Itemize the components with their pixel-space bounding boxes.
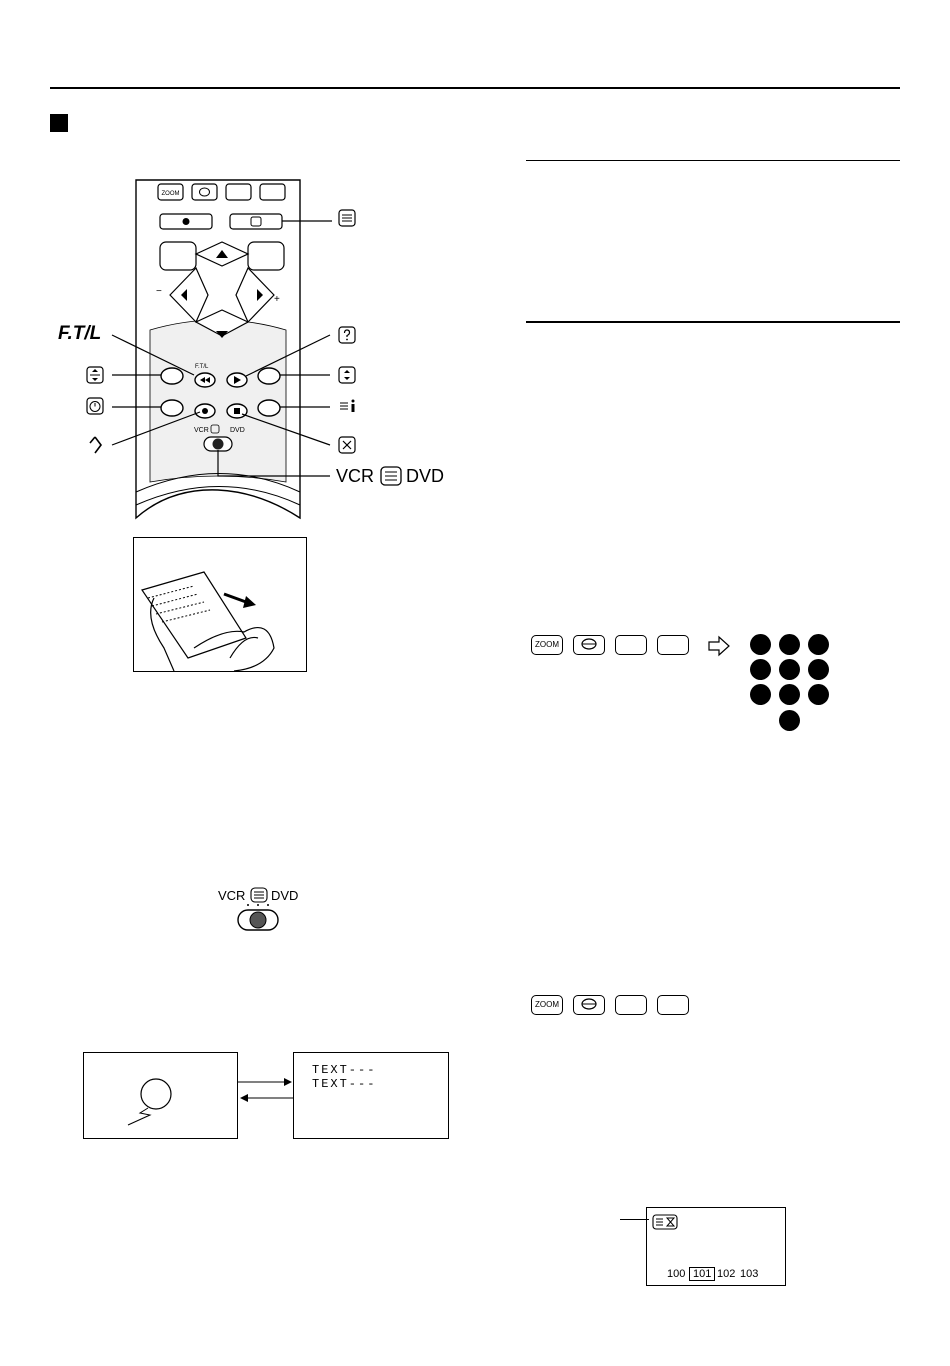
size-icon bbox=[338, 366, 356, 384]
remote-switch-vcr: VCR bbox=[194, 427, 209, 434]
number-key-9 bbox=[808, 684, 829, 705]
switch-figure-dvd: DVD bbox=[271, 888, 299, 903]
hand-illustration-frame bbox=[133, 537, 307, 672]
wide-key bbox=[573, 635, 605, 655]
switch-figure-vcr: VCR bbox=[218, 888, 246, 903]
teletext-line-1: TEXT--- bbox=[312, 1063, 377, 1077]
page-number-103: 103 bbox=[740, 1268, 759, 1280]
tv-picture-icon bbox=[84, 1053, 237, 1138]
hand-holding-remote-illustration bbox=[134, 538, 306, 671]
blank-key-4 bbox=[657, 995, 689, 1015]
reveal-icon bbox=[86, 435, 104, 455]
remote-zoom-label: ZOOM bbox=[161, 191, 180, 197]
cancel-icon bbox=[338, 436, 356, 454]
number-key-2 bbox=[779, 634, 800, 655]
page-selector-pointer bbox=[620, 1219, 649, 1220]
teletext-hold-icon bbox=[652, 1214, 678, 1230]
switch-callout-teletext-icon bbox=[380, 466, 402, 486]
switch-figure-teletext-icon bbox=[250, 887, 268, 903]
svg-text:−: − bbox=[156, 286, 162, 297]
teletext-line-2: TEXT--- bbox=[312, 1077, 377, 1091]
right-rule-2 bbox=[526, 321, 900, 323]
number-key-6 bbox=[808, 659, 829, 680]
number-key-1 bbox=[750, 634, 771, 655]
right-rule-1 bbox=[526, 160, 900, 161]
page-number-100: 100 bbox=[667, 1268, 686, 1280]
number-key-3 bbox=[808, 634, 829, 655]
blank-key-1 bbox=[615, 635, 647, 655]
switch-callout-vcr: VCR bbox=[336, 466, 375, 486]
index-question-icon bbox=[338, 326, 356, 344]
teletext-icon bbox=[338, 209, 356, 227]
number-key-4 bbox=[750, 659, 771, 680]
page-hold-icon bbox=[86, 366, 104, 384]
section-marker bbox=[50, 114, 68, 132]
number-key-7 bbox=[750, 684, 771, 705]
page-number-102: 102 bbox=[717, 1268, 736, 1280]
zoom-key-2: ZOOM bbox=[531, 995, 563, 1015]
blank-key-2 bbox=[657, 635, 689, 655]
remote-switch-dvd: DVD bbox=[230, 427, 245, 434]
text-info-icon bbox=[338, 397, 358, 415]
screen-toggle-arrows bbox=[238, 1070, 294, 1110]
right-arrow-icon bbox=[707, 635, 731, 657]
slide-switch bbox=[236, 902, 280, 932]
blank-key-3 bbox=[615, 995, 647, 1015]
tv-screen-figure bbox=[83, 1052, 238, 1139]
number-key-8 bbox=[779, 684, 800, 705]
page-selector-screen bbox=[646, 1207, 786, 1286]
number-key-0 bbox=[779, 710, 800, 731]
zoom-key: ZOOM bbox=[531, 635, 563, 655]
top-rule bbox=[50, 87, 900, 89]
timer-icon bbox=[86, 397, 104, 415]
wide-key-2 bbox=[573, 995, 605, 1015]
number-key-5 bbox=[779, 659, 800, 680]
switch-callout-dvd: DVD bbox=[406, 466, 445, 486]
teletext-screen-figure bbox=[293, 1052, 449, 1139]
page-number-101-selected: 101 bbox=[689, 1267, 715, 1281]
svg-text:+: + bbox=[274, 294, 280, 305]
remote-ftl-small: F.T/L bbox=[195, 364, 209, 370]
wide-icon bbox=[575, 636, 603, 652]
wide-icon-2 bbox=[575, 996, 603, 1012]
ftl-callout-label: F.T/L bbox=[58, 323, 102, 344]
